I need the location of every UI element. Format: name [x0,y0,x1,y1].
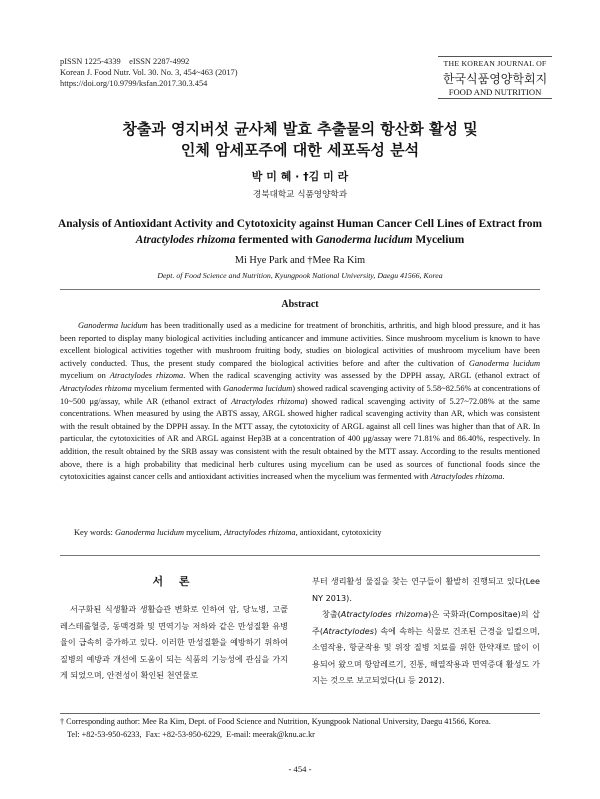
abs-italic: Atractylodes rhizoma [109,371,184,381]
divider [60,555,540,556]
intro-para-2 [312,606,540,689]
korean-title [60,119,540,161]
abs-text: mycelium fermented with [131,383,224,393]
p2-italic: Atractylodes [322,625,374,636]
title-species-1: Atractylodes rhizoma [135,234,236,246]
english-affiliation: Dept. of Food Science and Nutrition, Kyungpook National University, Daegu 41566, Korea [157,271,443,280]
korean-authors: 박 미 혜 · †김 미 라 [251,170,349,183]
keyword-italic: Atractylodes rhizoma [223,528,296,537]
english-authors: Mi Hye Park and †Mee Ra Kim [234,255,366,266]
intro-left-column: 서구화된 식생활과 생활습관 변화로 인하여 암, 당뇨병, 고콜레스테롤혈증, 동맥경화 및 면역기능 저하와 같은 만성질환 유병율이 급속히 증가하고 있다. 이러한 만성질환을 예방하기 위하여 질병의 예방과 개선에 도움이 되는 식품의 기능성에 관심을 가지게 되었으며, 안전성이 확인된 천연물로 [60,604,288,680]
doi-link[interactable]: https://doi.org/10.9799/ksfan.2017.30.3.454 [60,79,208,88]
abs-italic: Ganoderma lucidum [78,321,148,330]
footnote-author: † Corresponding author: Mee Ra Kim, Dept. of Food Science and Nutrition, Kyungpook National University, Daegu 41566, Korea. [60,717,491,726]
abs-text: . [502,472,505,482]
abs-text: ) showed radical scavenging activity of 5.27~72.08% at the same concentrations. When measured by using the ABTS assay, ARGL showed higher radical scavenging activity than AR, which was consistent with the result obtained by the DPPH assay. In the MTT assay, the cytotoxicity of ARGL against all cell lines was higher than that of AR. In particular, the cytotoxicities of AR and ARGL against Hep3B at a concentration of 400 μg/assay were 71.81% and 86.40%, respectively. In addition, the result obtained by the SRB assay was consistent with the result obtained by the MTT assay. According to the results mentioned above, there is a high probability that medicinal herb cultures using mycelium can be used as sources of functional foods since the cytotoxicities against cancer cells and antioxidant activities increased when the mycelium was fermented with [60,396,540,482]
p2-text: 창출( [322,609,341,619]
keywords-label: Key words: [74,528,115,537]
journal-name-korean: 한국식품영양학회지 [442,72,548,86]
abs-text: . When the radical scavenging activity was assessed by the DPPH assay, ARGL (ethanol extract of [183,371,540,381]
page-number: - 454 - [288,764,312,774]
title-species-2: Ganoderma lucidum [315,234,413,246]
abstract-body [60,320,540,484]
english-title [40,216,560,248]
intro-para-1: 부터 생리활성 물질을 찾는 연구들이 활발히 진행되고 있다(Lee NY 2013). [312,576,540,603]
intro-right-column [312,573,540,689]
english-title-line2 [40,232,560,248]
citation: Korean J. Food Nutr. Vol. 30. No. 3, 454~463 (2017) [60,68,238,77]
publication-meta [60,56,238,89]
korean-affiliation: 경북대학교 식품영양학과 [252,190,348,200]
abs-text: mycelium on [60,371,110,381]
journal-name-line1: THE KOREAN JOURNAL OF [438,56,552,68]
korean-title-line1: 창출과 영지버섯 균사체 발효 추출물의 항산화 활성 및 [122,120,478,138]
keywords [60,527,540,539]
footnote-contact: Tel: +82-53-950-6233, Fax: +82-53-950-6229, E-mail: meerak@knu.ac.kr [67,729,315,739]
abs-italic: Ganoderma lucidum [223,383,293,393]
abs-italic: Ganoderma lucidum [468,358,540,368]
footnote-divider [60,713,540,714]
p2-text: ) 속에 속하는 식물로 건조된 근경을 일컬으며, 소염작용, 항균작용 및 위장 질병 치료를 위한 한약재로 많이 이용되어 왔으며 항암레르기, 진통, 해열작용과 면역증대 활성도 가지는 것으로 보고되었다(Li 등 2012). [312,625,540,685]
keyword-text: , antioxidant, cytotoxicity [295,528,382,537]
abs-italic: Atractylodes rhizoma [60,383,132,393]
keyword-italic: Ganoderma lucidum [114,528,185,537]
p2-italic: Atractylodes rhizoma [340,609,429,619]
korean-title-line2: 인체 암세포주에 대한 세포독성 분석 [180,141,420,159]
abs-italic: Atractylodes rhizoma [231,396,305,406]
journal-name-line3: FOOD AND NUTRITION [438,87,552,99]
issn: pISSN 1225-4339 eISSN 2287-4992 [60,57,190,66]
english-title-line1: Analysis of Antioxidant Activity and Cytotoxicity against Human Cancer Cell Lines of Extract from [58,218,542,230]
title-mid: fermented with [235,234,316,246]
abs-text: ) showed radical scavenging activity of 5.58~82.56% at concentrations of 10~500 μg/assay, while AR (ethanol extract of [60,383,541,406]
abs-italic: Atractylodes rhizoma [430,472,503,482]
abstract-heading: Abstract [281,299,319,310]
title-end: Mycelium [412,234,465,246]
abs-text: has been traditionally used as a medicine for treatment of bronchitis, arthritis, and high blood pressure, and it has been reported to display many biological activities including anticancer and immune activities. Since mushroom mycelium is known to have excellent biological activities together with mushroom fruiting body, studies on biological activities of mushroom mycelium have been actively conducted. Thus, the present study compared the biological activities before and after the cultivation of [60,321,540,368]
footnote [60,716,540,741]
section-heading-intro: 서 론 [152,575,196,588]
p2-text: )은 국화과(Compositae)의 삽주( [312,609,540,636]
journal-logo [438,56,552,99]
divider [60,289,540,290]
keyword-text: mycelium, [184,528,224,537]
